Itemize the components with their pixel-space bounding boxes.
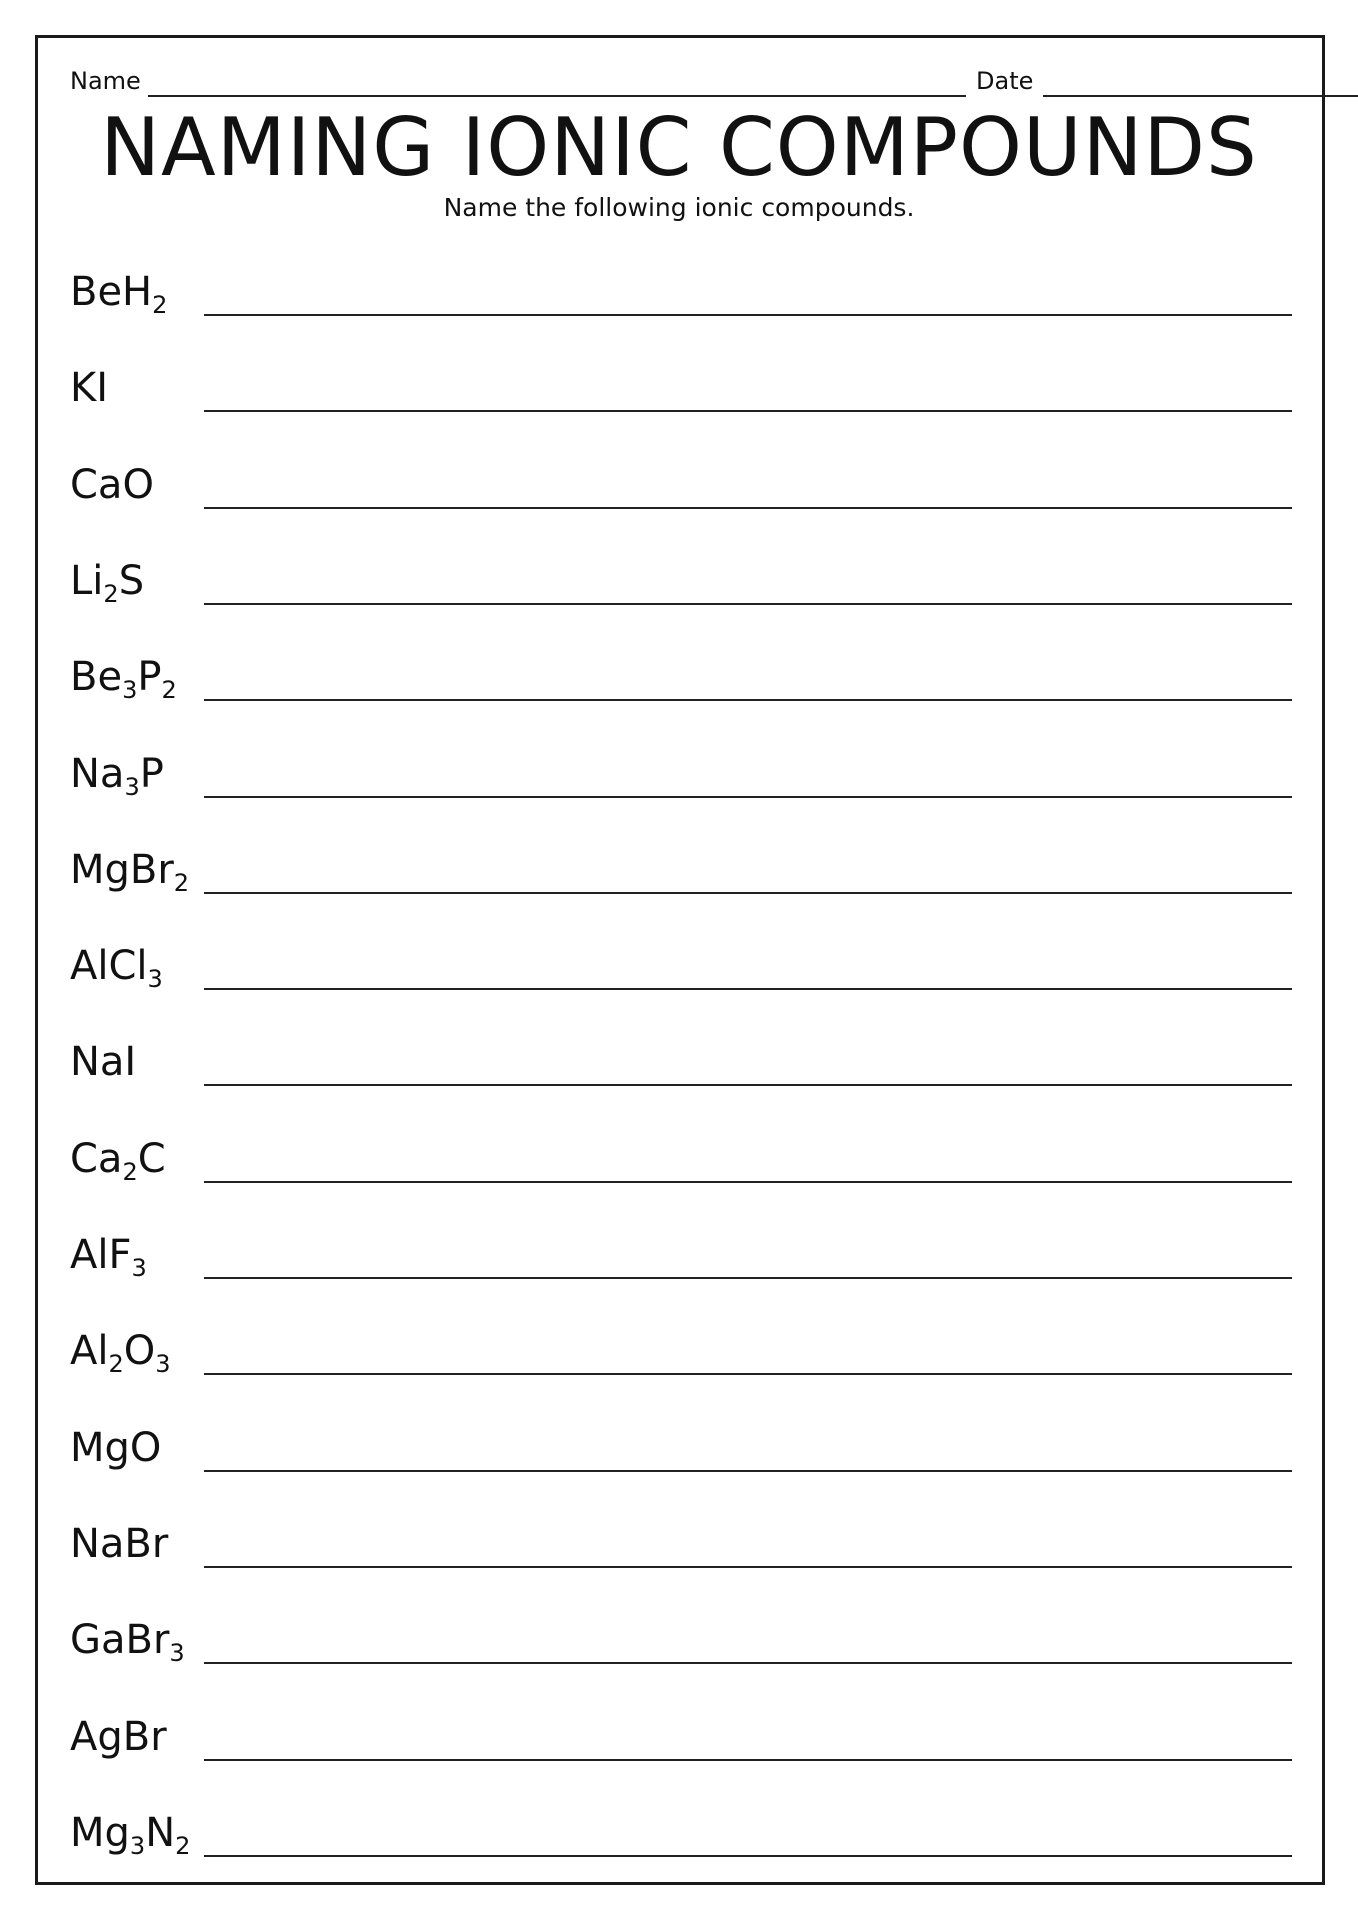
compound-formula bbox=[70, 1803, 190, 1863]
answer-field[interactable] bbox=[204, 1277, 1292, 1279]
answer-field[interactable] bbox=[204, 1759, 1292, 1761]
compound-row bbox=[0, 1418, 1358, 1514]
answer-field[interactable] bbox=[204, 1373, 1292, 1375]
compound-formula bbox=[70, 1418, 161, 1478]
formula-text: Li bbox=[70, 557, 104, 604]
instructions: Name the following ionic compounds. bbox=[443, 193, 915, 222]
compound-row bbox=[0, 262, 1358, 358]
formula-text: AgBr bbox=[70, 1713, 167, 1760]
compound-formula bbox=[70, 1129, 166, 1189]
date-label: Date bbox=[976, 67, 1034, 95]
answer-field[interactable] bbox=[204, 892, 1292, 894]
formula-subscript: 2 bbox=[152, 291, 168, 319]
compound-formula bbox=[70, 1610, 185, 1670]
name-field[interactable] bbox=[148, 95, 966, 97]
compound-formula bbox=[70, 358, 108, 418]
compound-row bbox=[0, 744, 1358, 840]
formula-subscript: 2 bbox=[173, 868, 190, 897]
formula-subscript: 3 bbox=[155, 1350, 171, 1379]
compound-formula bbox=[70, 551, 144, 611]
answer-field[interactable] bbox=[204, 1566, 1292, 1568]
formula-text: P bbox=[139, 750, 164, 797]
answer-field[interactable] bbox=[204, 1084, 1292, 1086]
answer-field[interactable] bbox=[204, 699, 1292, 701]
answer-field[interactable] bbox=[204, 410, 1292, 412]
formula-text: AlF bbox=[70, 1232, 132, 1278]
formula-subscript: 2 bbox=[103, 579, 119, 608]
header-row bbox=[70, 66, 1292, 100]
formula-text: MgO bbox=[70, 1424, 162, 1471]
compound-row bbox=[0, 936, 1358, 1032]
answer-field[interactable] bbox=[204, 1181, 1292, 1183]
formula-text: NaI bbox=[70, 1039, 137, 1086]
compound-formula bbox=[70, 1321, 171, 1381]
compound-row bbox=[0, 455, 1358, 551]
compound-row bbox=[0, 551, 1358, 647]
compound-row bbox=[0, 840, 1358, 936]
compound-row bbox=[0, 1803, 1358, 1899]
formula-subscript: 3 bbox=[147, 965, 163, 994]
formula-text: N bbox=[145, 1809, 176, 1856]
compound-formula bbox=[70, 262, 167, 322]
formula-text: AlCl bbox=[70, 943, 148, 990]
answer-field[interactable] bbox=[204, 314, 1292, 316]
compound-row bbox=[0, 1610, 1358, 1706]
formula-subscript: 3 bbox=[122, 676, 138, 705]
compound-row bbox=[0, 1321, 1358, 1417]
formula-text: KI bbox=[70, 365, 109, 412]
compound-formula bbox=[70, 1707, 167, 1767]
formula-text: Be bbox=[70, 654, 123, 701]
formula-text: S bbox=[118, 557, 145, 604]
formula-text: O bbox=[123, 1328, 156, 1375]
compound-row bbox=[0, 358, 1358, 454]
formula-text: Al bbox=[70, 1328, 109, 1375]
answer-field[interactable] bbox=[204, 507, 1292, 509]
formula-text: C bbox=[137, 1135, 166, 1182]
compound-formula bbox=[70, 455, 154, 515]
formula-subscript: 3 bbox=[124, 772, 140, 801]
formula-subscript: 3 bbox=[169, 1639, 185, 1668]
formula-text: GaBr bbox=[70, 1617, 170, 1664]
formula-text: CaO bbox=[70, 461, 154, 508]
compound-row bbox=[0, 1514, 1358, 1610]
formula-text: Na bbox=[70, 750, 125, 797]
formula-text: NaBr bbox=[70, 1520, 169, 1567]
compound-formula bbox=[70, 647, 177, 707]
answer-field[interactable] bbox=[204, 1855, 1292, 1857]
compound-row bbox=[0, 1225, 1358, 1321]
answer-field[interactable] bbox=[204, 603, 1292, 605]
formula-text: Mg bbox=[70, 1809, 130, 1856]
formula-subscript: 2 bbox=[122, 1157, 138, 1186]
name-label: Name bbox=[70, 67, 141, 95]
compound-row bbox=[0, 1707, 1358, 1803]
answer-field[interactable] bbox=[204, 1470, 1292, 1472]
formula-subscript: 2 bbox=[161, 676, 177, 705]
formula-text: P bbox=[137, 654, 162, 701]
compound-formula bbox=[70, 1225, 147, 1285]
compound-row bbox=[0, 1129, 1358, 1225]
answer-field[interactable] bbox=[204, 1662, 1292, 1664]
answer-field[interactable] bbox=[204, 796, 1292, 798]
formula-subscript: 3 bbox=[129, 1831, 146, 1860]
formula-text: BeH bbox=[70, 269, 153, 315]
formula-subscript: 3 bbox=[131, 1254, 147, 1282]
compound-row bbox=[0, 647, 1358, 743]
compound-formula bbox=[70, 744, 164, 804]
date-field[interactable] bbox=[1043, 95, 1358, 97]
compound-formula bbox=[70, 840, 189, 900]
answer-field[interactable] bbox=[204, 988, 1292, 990]
formula-subscript: 2 bbox=[175, 1831, 191, 1860]
formula-text: Ca bbox=[70, 1135, 123, 1182]
page-title: NAMING IONIC COMPOUNDS bbox=[100, 101, 1258, 194]
compound-row bbox=[0, 1032, 1358, 1128]
compound-formula bbox=[70, 1032, 136, 1092]
formula-subscript: 2 bbox=[108, 1350, 124, 1379]
compound-formula bbox=[70, 936, 163, 996]
compound-formula bbox=[70, 1514, 168, 1574]
formula-text: MgBr bbox=[70, 846, 174, 893]
